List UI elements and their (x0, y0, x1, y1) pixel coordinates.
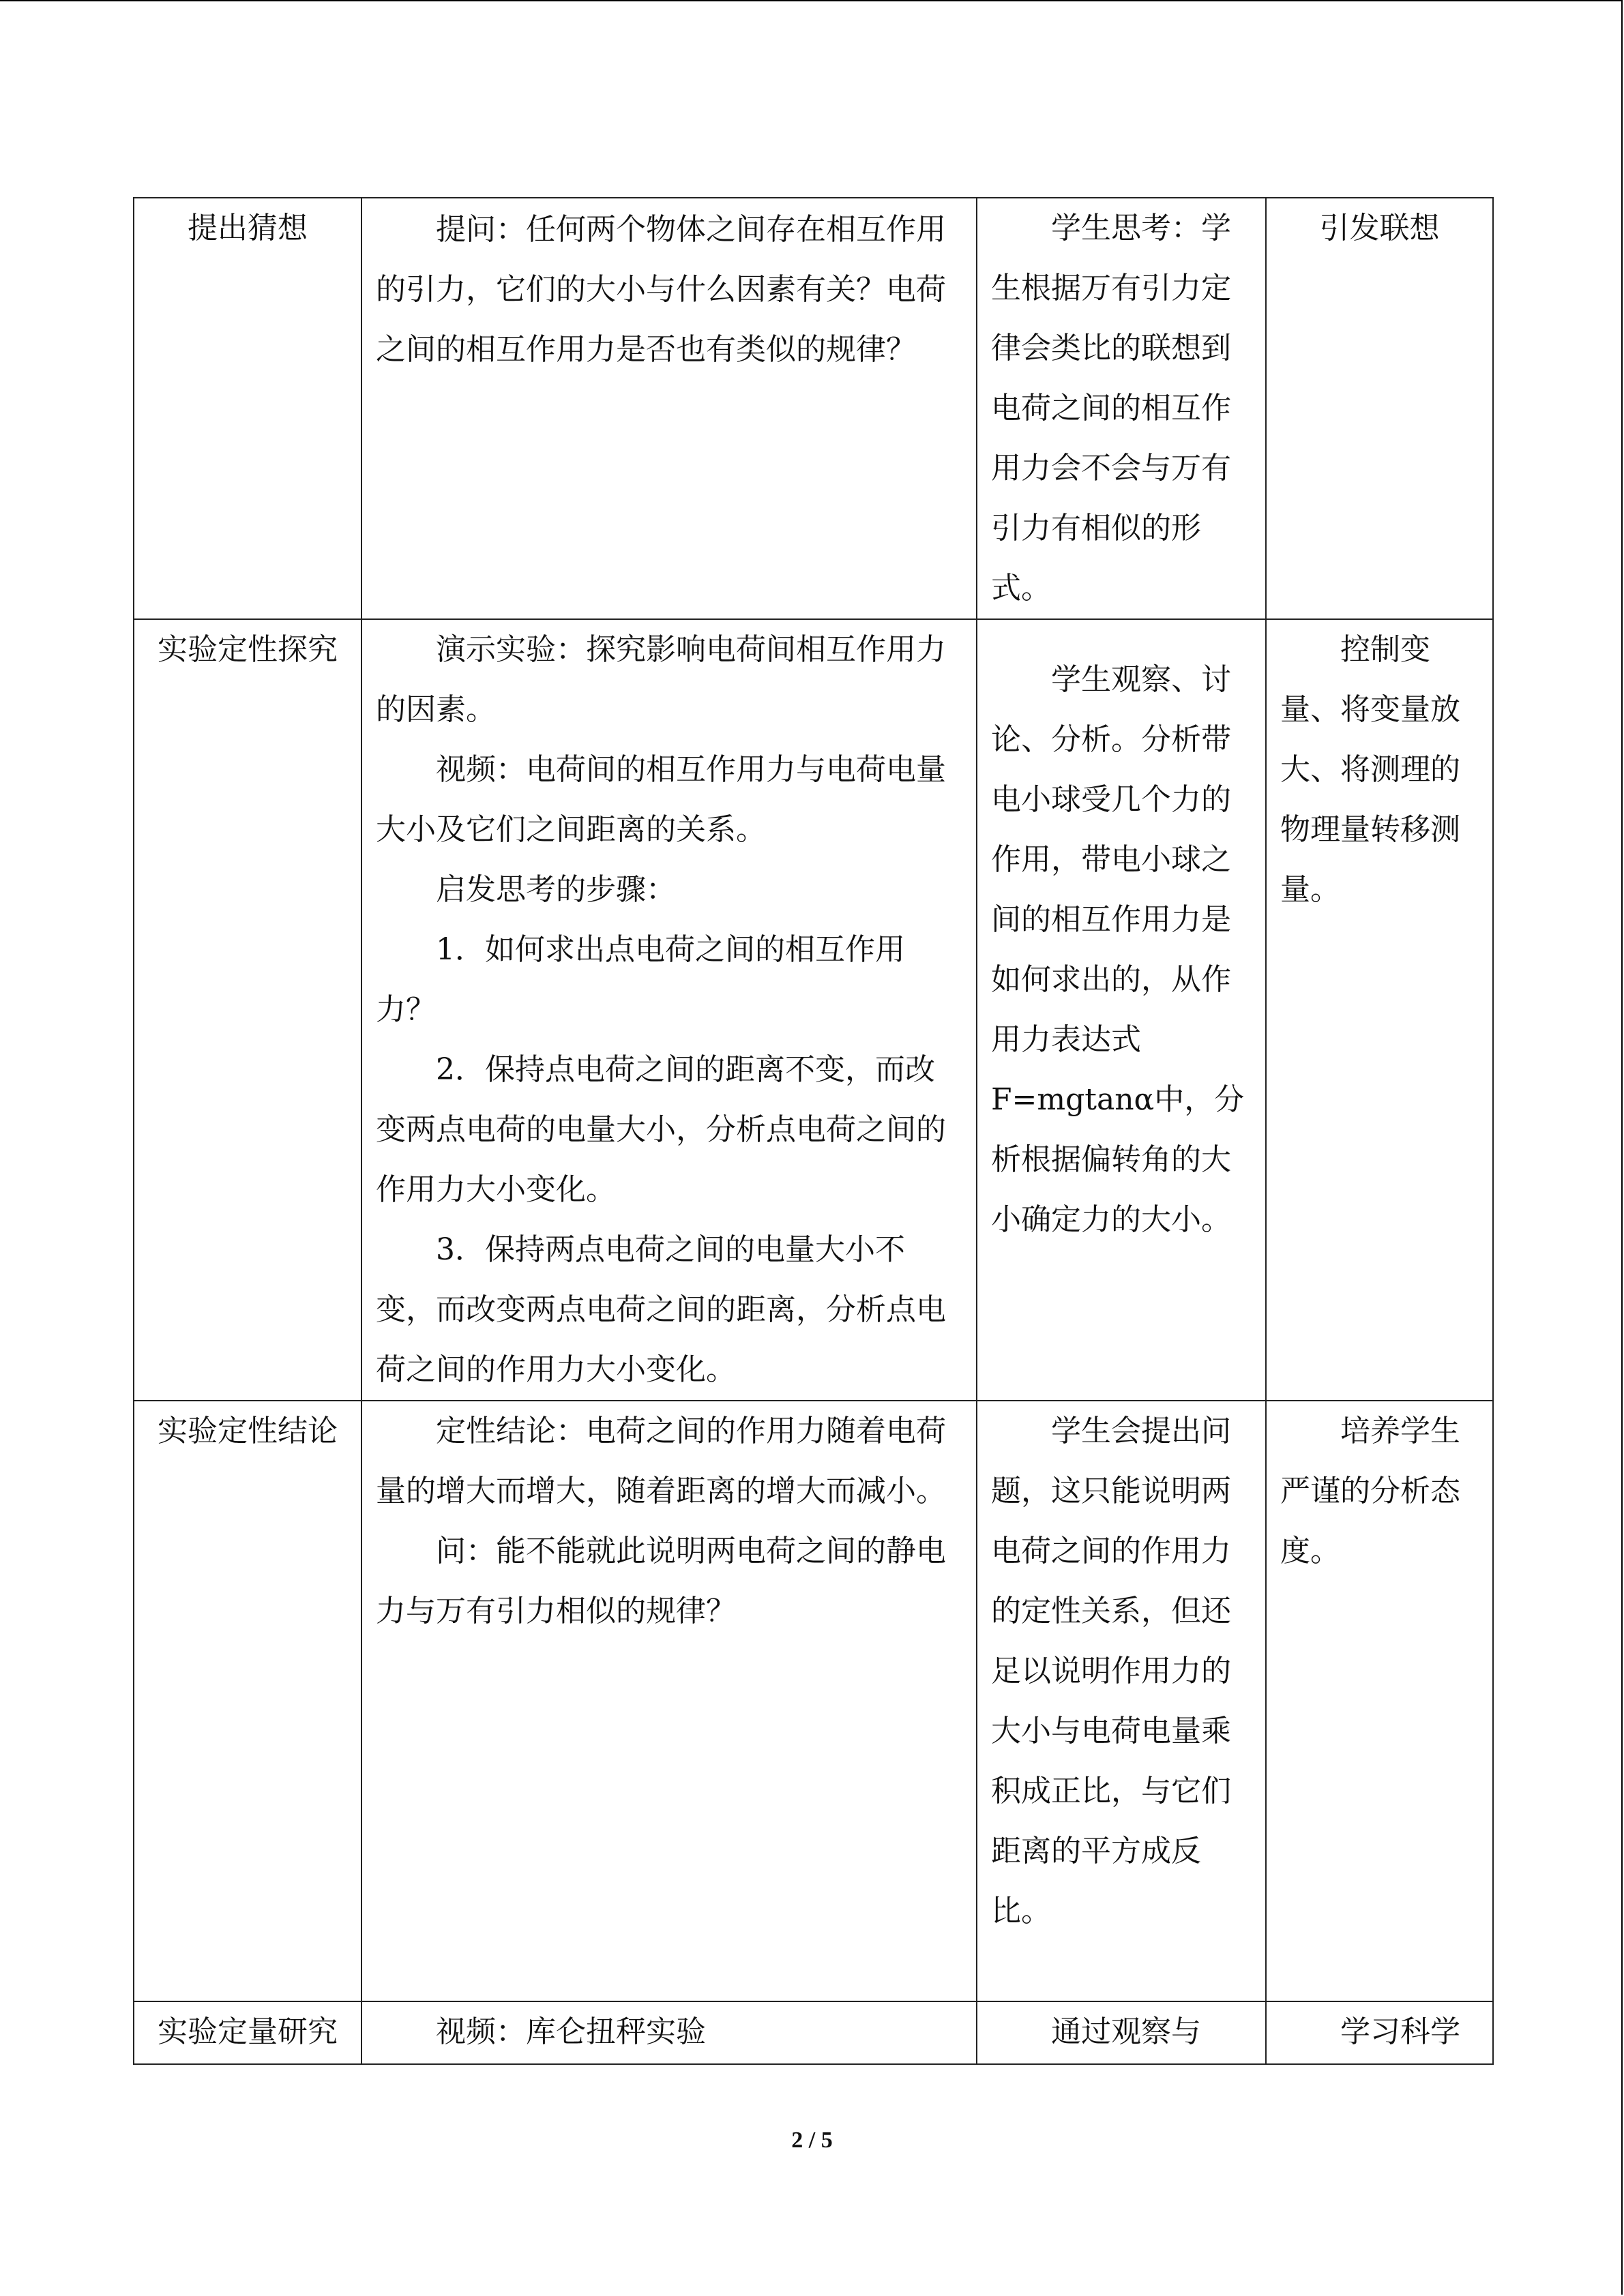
intent-paragraph: 培养学生严谨的分析态度。 (1280, 1414, 1460, 1568)
stage-cell: 实验定性结论 (134, 1401, 361, 2001)
stage-cell: 提出猜想 (134, 198, 361, 619)
table-row (134, 198, 1493, 619)
teacher-paragraph: 视频：库仑扭秤实验 (436, 2014, 706, 2049)
student-paragraph: 学生思考：学生根据万有引力定律会类比的联想到电荷之间的相互作用力会不会与万有引力有相似的形式。 (991, 211, 1231, 606)
teacher-activity-cell (361, 198, 977, 619)
table-row (134, 619, 1493, 1401)
intent-paragraph: 控制变量、将变量放大、将测理的物理量转移测量。 (1280, 632, 1460, 907)
table-row (134, 2001, 1493, 2064)
design-intent-cell (1266, 2001, 1493, 2064)
design-intent-cell (1266, 198, 1493, 619)
teacher-paragraph: 演示实验：探究影响电荷间相互作用力的因素。 (376, 632, 946, 727)
student-paragraph: 通过观察与 (1051, 2014, 1201, 2049)
teacher-paragraph: 2．保持点电荷之间的距离不变，而改变两点电荷的电量大小，分析点电荷之间的作用力大小变化。 (376, 1052, 946, 1207)
teacher-activity-cell (361, 1401, 977, 2001)
student-activity-cell (977, 1401, 1266, 2001)
page-number: 2 / 5 (791, 2128, 833, 2153)
teacher-paragraph: 1．如何求出点电荷之间的相互作用力？ (376, 932, 905, 1027)
student-activity-cell (977, 619, 1266, 1401)
student-paragraph: 学生会提出问题，这只能说明两电荷之间的作用力的定性关系，但还足以说明作用力的大小与电荷电量乘积成正比，与它们距离的平方成反比。 (991, 1414, 1231, 1928)
design-intent-cell (1266, 619, 1493, 1401)
teacher-paragraph: 定性结论：电荷之间的作用力随着电荷量的增大而增大，随着距离的增大而减小。 (376, 1414, 946, 1508)
intent-paragraph: 引发联想 (1319, 211, 1440, 245)
table-row (134, 1401, 1493, 2001)
design-intent-cell (1266, 1401, 1493, 2001)
teacher-paragraph: 问：能不能就此说明两电荷之间的静电力与万有引力相似的规律？ (376, 1534, 946, 1628)
student-activity-cell (977, 198, 1266, 619)
teacher-paragraph: 视频：电荷间的相互作用力与电荷电量大小及它们之间距离的关系。 (376, 752, 946, 847)
student-paragraph: 学生观察、讨论、分析。分析带电小球受几个力的作用，带电小球之间的相互作用力是如何求出的，从作用力表达式F=mgtanα中，分析根据偏转角的大小确定力的大小。 (991, 662, 1245, 1237)
student-activity-cell (977, 2001, 1266, 2064)
teacher-activity-cell (361, 619, 977, 1401)
teacher-paragraph: 启发思考的步骤： (436, 872, 676, 907)
teacher-paragraph: 3．保持两点电荷之间的电量大小不变，而改变两点电荷之间的距离，分析点电荷之间的作用力大小变化。 (376, 1232, 946, 1387)
lesson-plan-table (133, 197, 1494, 2065)
intent-paragraph: 学习科学 (1340, 2014, 1460, 2049)
teacher-paragraph: 提问：任何两个物体之间存在相互作用的引力，它们的大小与什么因素有关？电荷之间的相互作用力是否也有类似的规律？ (376, 212, 946, 367)
stage-cell: 实验定性探究 (134, 619, 361, 1401)
stage-cell: 实验定量研究 (134, 2001, 361, 2064)
teacher-activity-cell (361, 2001, 977, 2064)
